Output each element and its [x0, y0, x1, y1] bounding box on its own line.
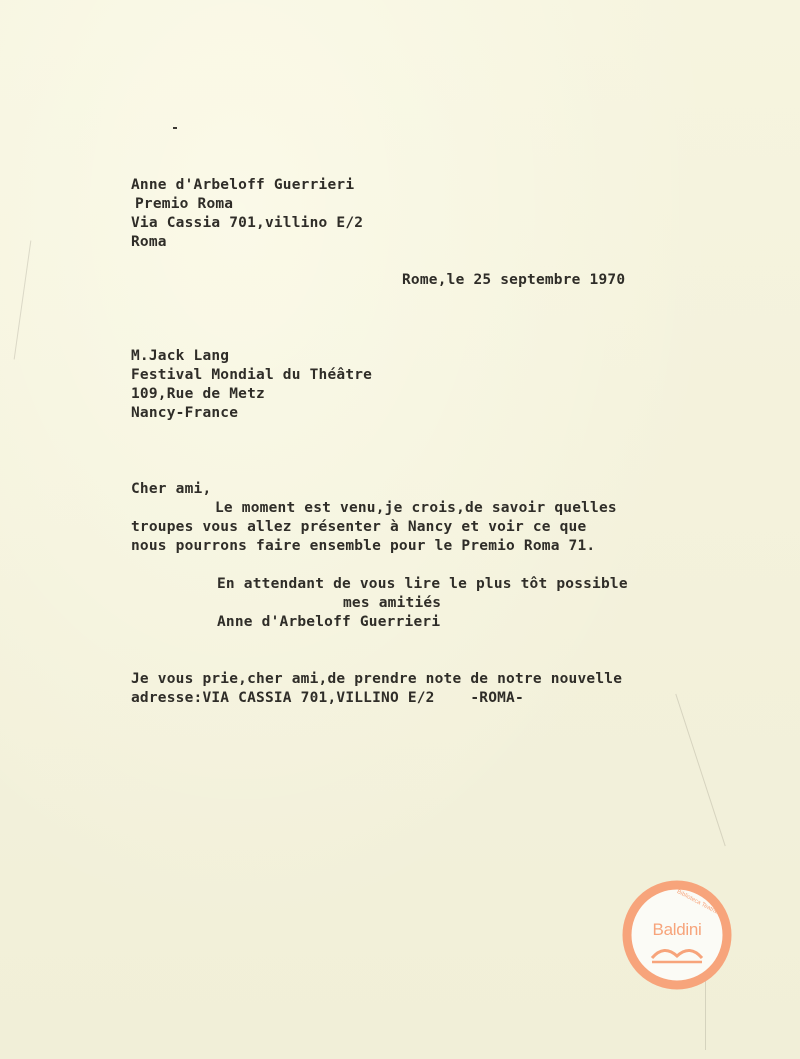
closing-line-2: mes amitiés — [343, 595, 442, 611]
stamp-label: Baldini — [652, 920, 702, 939]
body-line-1: Le moment est venu,je crois,de savoir quelles — [215, 500, 617, 516]
salutation: Cher ami, — [131, 481, 212, 497]
sender-organization: Premio Roma — [135, 196, 234, 212]
body-line-3: nous pourrons faire ensemble pour le Premio Roma 71. — [131, 538, 596, 554]
recipient-street: 109,Rue de Metz — [131, 386, 265, 402]
paper-crease — [675, 694, 725, 846]
sender-street: Via Cassia 701,villino E/2 — [131, 215, 364, 231]
postscript-line-2: adresse:VIA CASSIA 701,VILLINO E/2 -ROMA- — [131, 690, 524, 706]
recipient-city: Nancy-France — [131, 405, 239, 421]
paper-crease — [14, 241, 32, 360]
sender-name: Anne d'Arbeloff Guerrieri — [131, 177, 355, 193]
signature: Anne d'Arbeloff Guerrieri — [217, 614, 441, 630]
postscript-line-1: Je vous prie,cher ami,de prendre note de notre nouvelle — [131, 671, 623, 687]
sender-city: Roma — [131, 234, 167, 250]
ink-mark — [173, 127, 177, 129]
closing-line-1: En attendant de vous lire le plus tôt possible — [217, 576, 628, 592]
recipient-name: M.Jack Lang — [131, 348, 230, 364]
recipient-organization: Festival Mondial du Théâtre — [131, 367, 373, 383]
library-stamp — [622, 880, 732, 990]
stamp-small-text: Biblioteca Teatrale — [675, 888, 722, 918]
body-line-2: troupes vous allez présenter à Nancy et voir ce que — [131, 519, 587, 535]
letter-date: Rome,le 25 septembre 1970 — [402, 272, 626, 288]
